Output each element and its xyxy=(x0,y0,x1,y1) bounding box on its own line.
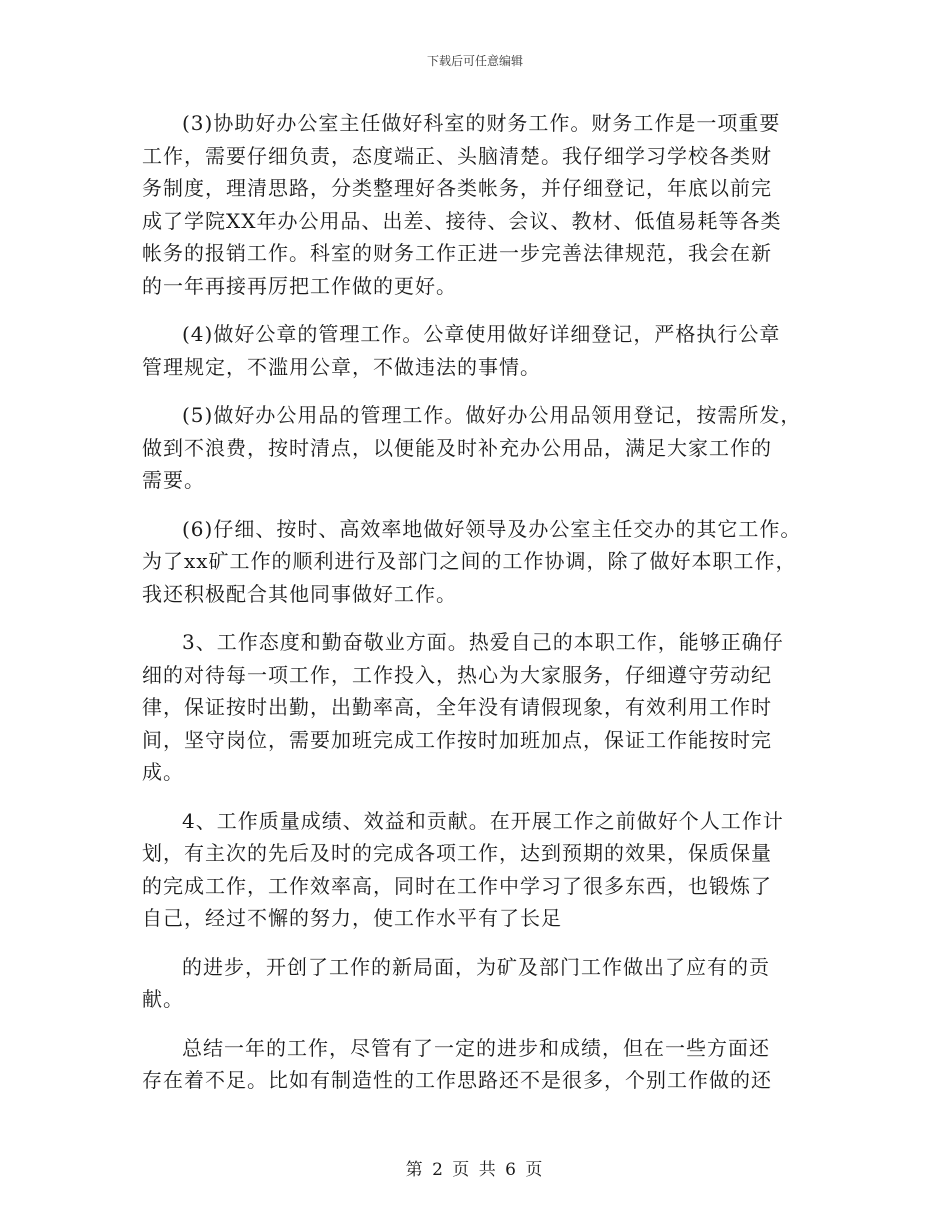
text-line: 需要。 xyxy=(142,468,205,492)
text-line: 的完成工作，工作效率高，同时在工作中学习了很多东西，也锻炼了 xyxy=(142,873,772,898)
paragraph xyxy=(142,1032,832,1097)
text-line: (3)协助好办公室主任做好科室的财务工作。财务工作是一项重要 xyxy=(182,111,781,135)
text-line: 存在着不足。比如有制造性的工作思路还不是很多，个别工作做的还 xyxy=(142,1068,772,1092)
paragraph xyxy=(142,513,832,611)
text-line: 的一年再接再厉把工作做的更好。 xyxy=(142,273,457,298)
text-line: (4)做好公章的管理工作。公章使用做好详细登记，严格执行公章 xyxy=(182,322,781,346)
paragraph xyxy=(142,107,832,302)
text-line: 总结一年的工作，尽管有了一定的进步和成绩，但在一些方面还 xyxy=(182,1035,770,1060)
text-line: 3、工作态度和勤奋敬业方面。热爱自己的本职工作，能够正确仔 xyxy=(182,630,784,654)
text-line: 的进步，开创了工作的新局面，为矿及部门工作做出了应有的贡 xyxy=(182,954,770,979)
text-line: 成。 xyxy=(142,760,184,784)
text-line: 帐务的报销工作。科室的财务工作正进一步完善法律规范，我会在新 xyxy=(142,241,772,265)
text-line: (6)仔细、按时、高效率地做好领导及办公室主任交办的其它工作。 xyxy=(182,516,802,541)
text-line: 我还积极配合其他同事做好工作。 xyxy=(142,581,457,606)
text-line: 为了xx矿工作的顺利进行及部门之间的工作协调，除了做好本职工作， xyxy=(142,549,797,573)
text-line: 做到不浪费，按时清点，以便能及时补充办公用品，满足大家工作的 xyxy=(142,435,772,460)
text-line: 献。 xyxy=(142,987,184,1011)
paragraph xyxy=(142,318,832,383)
paragraph xyxy=(142,951,832,1016)
text-line: 律，保证按时出勤，出勤率高，全年没有请假现象，有效利用工作时 xyxy=(142,695,772,719)
text-line: 务制度，理清思路，分类整理好各类帐务，并仔细登记，年底以前完 xyxy=(142,176,772,200)
text-line: 管理规定，不滥用公章，不做违法的事情。 xyxy=(142,354,541,379)
paragraph xyxy=(142,626,832,789)
text-line: 划，有主次的先后及时的完成各项工作，达到预期的效果，保质保量 xyxy=(142,841,772,865)
page-header: 下载后可任意编辑 xyxy=(426,54,523,68)
text-line: 成了学院XX年办公用品、出差、接待、会议、教材、低值易耗等各类 xyxy=(142,208,782,233)
text-line: 4、工作质量成绩、效益和贡献。在开展工作之前做好个人工作计 xyxy=(182,808,784,833)
text-line: 间，坚守岗位，需要加班完成工作按时加班加点，保证工作能按时完 xyxy=(142,727,772,752)
document-body xyxy=(142,107,832,1113)
text-line: 工作，需要仔细负责，态度端正、头脑清楚。我仔细学习学校各类财 xyxy=(142,143,772,168)
text-line: (5)做好办公用品的管理工作。做好办公用品领用登记，按需所发， xyxy=(182,403,802,427)
text-line: 细的对待每一项工作，工作投入，热心为大家服务，仔细遵守劳动纪 xyxy=(142,662,772,687)
paragraph xyxy=(142,805,832,935)
page-number-footer: 第 2 页 共 6 页 xyxy=(405,1160,545,1180)
text-line: 自己，经过不懈的努力，使工作水平有了长足 xyxy=(142,906,562,930)
paragraph xyxy=(142,399,832,497)
